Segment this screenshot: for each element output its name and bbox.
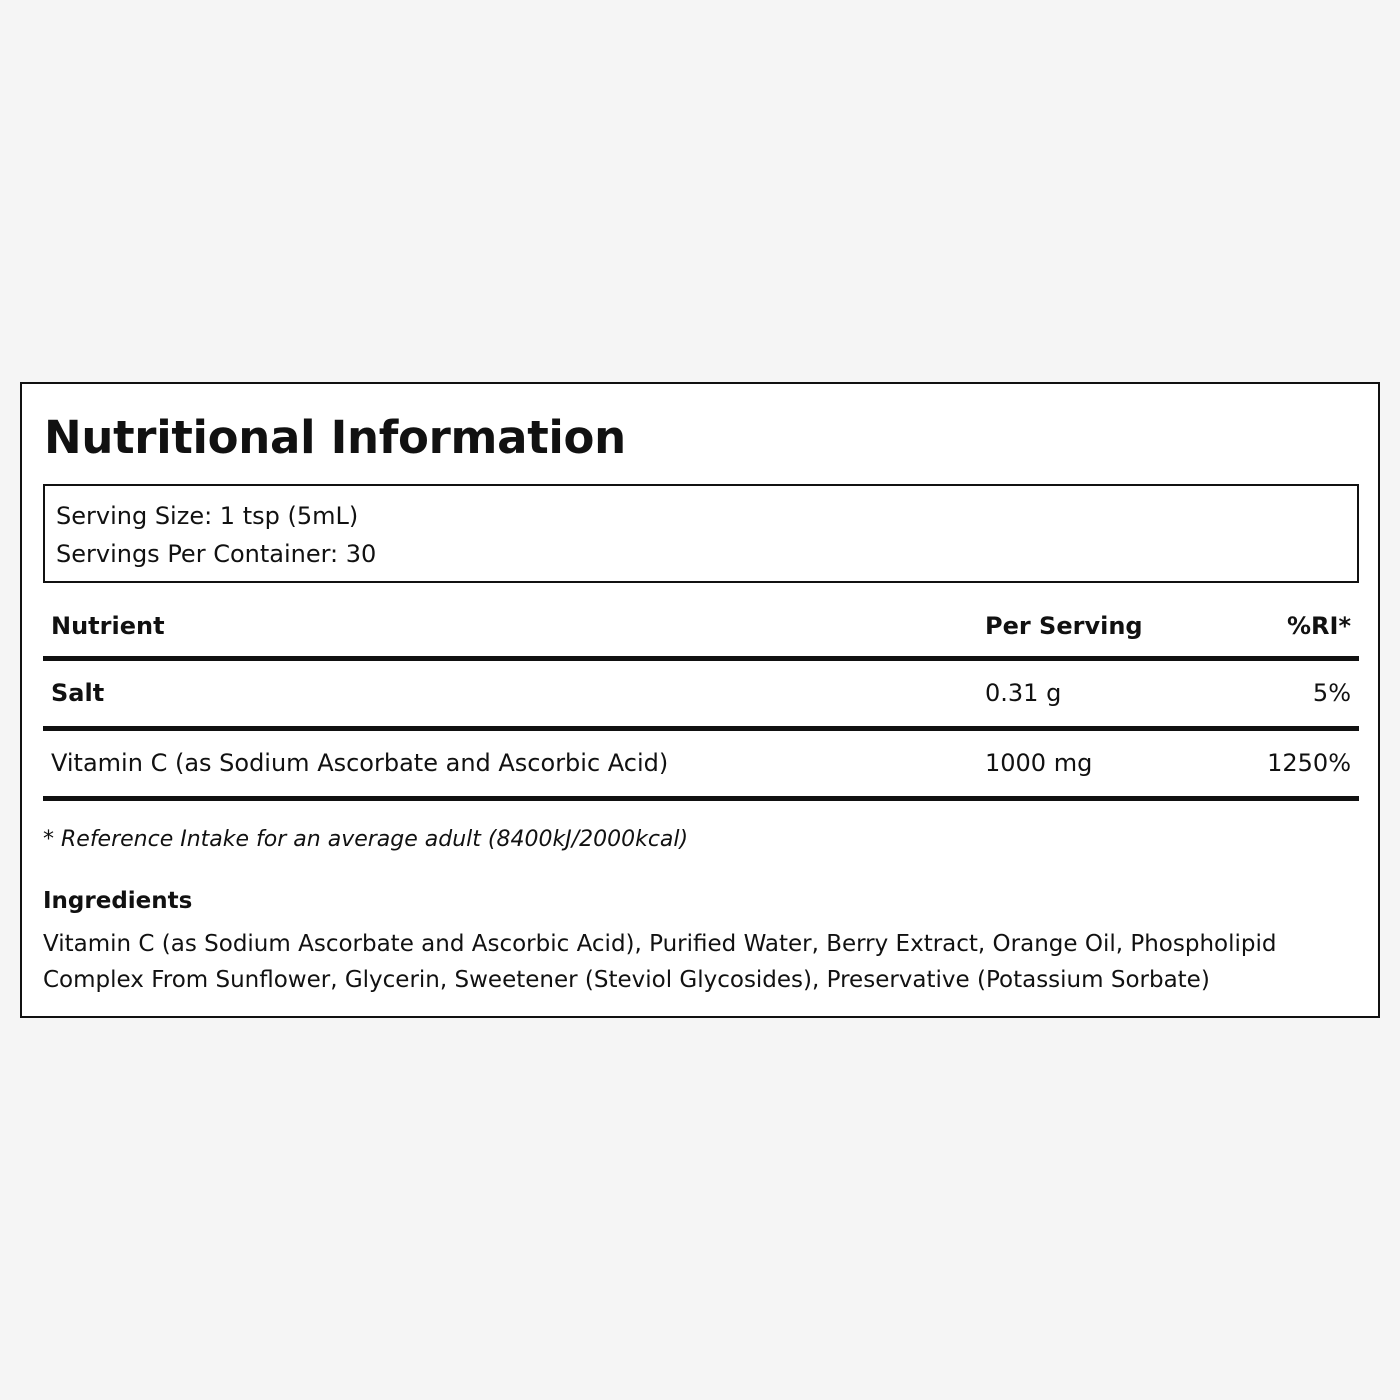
label-title: Nutritional Information [44,411,626,464]
table-row [43,661,1359,731]
nutrient-name: Salt [51,679,105,707]
ingredients-heading: Ingredients [43,888,193,914]
nutrient-per-serving: 0.31 g [985,679,1062,707]
header-per-serving: Per Serving [985,612,1143,640]
nutrient-table [43,600,1359,801]
reference-intake-footnote: * Reference Intake for an average adult (8400kJ/2000kcal) [43,827,689,852]
nutrient-ri: 1250% [1267,749,1351,777]
header-ri: %RI* [1286,612,1351,640]
table-header-row [43,600,1359,661]
serving-size: Serving Size: 1 tsp (5mL) [56,502,359,530]
nutrient-ri: 5% [1312,679,1351,707]
ingredients-text: Vitamin C (as Sodium Ascorbate and Ascorbic Acid), Purified Water, Berry Extract, Orange Oil, Phospholipid Complex From Sunflower, Glycerin, Sweetener (Steviol Glycosides), Preservative (Potassium Sorbate) [43,931,1277,993]
servings-per-container: Servings Per Container: 30 [56,540,377,568]
table-row [43,731,1359,801]
nutrient-name: Vitamin C (as Sodium Ascorbate and Ascorbic Acid) [51,749,669,777]
header-nutrient: Nutrient [51,612,165,640]
nutrition-label-panel [20,382,1380,1018]
nutrient-per-serving: 1000 mg [985,749,1093,777]
serving-info-box [43,484,1359,583]
